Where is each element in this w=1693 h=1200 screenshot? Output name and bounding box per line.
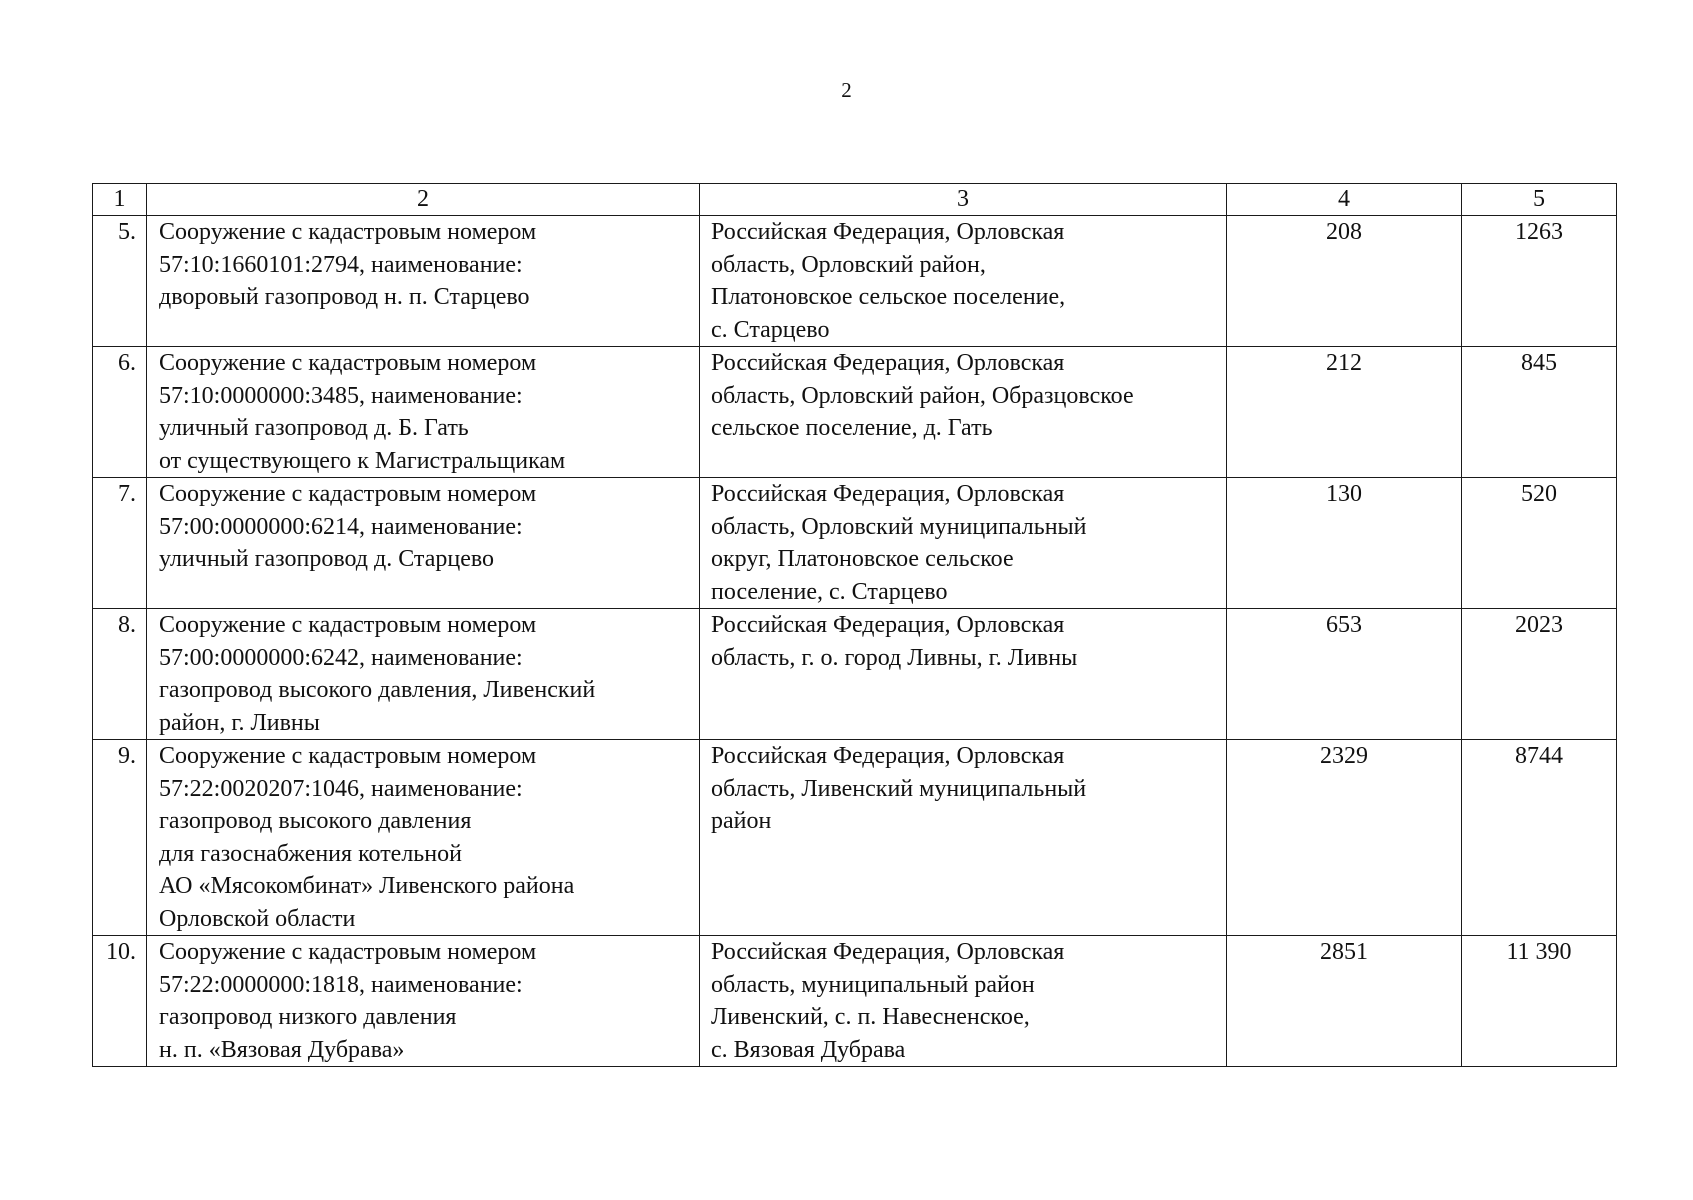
table-row xyxy=(93,740,1617,936)
object-name-line: газопровод высокого давления xyxy=(159,808,472,834)
object-name-line: Сооружение с кадастровым номером xyxy=(159,481,537,507)
object-address-line: область, Орловский район, Образцовское xyxy=(711,382,1134,409)
object-name-line: уличный газопровод д. Б. Гать xyxy=(159,415,469,441)
object-name-line: уличный газопровод д. Старцево xyxy=(159,546,495,572)
row-number: 9. xyxy=(93,740,147,936)
column-4-value: 212 xyxy=(1227,347,1462,478)
object-address-cell xyxy=(700,609,1227,740)
object-name-cell xyxy=(147,347,700,478)
object-name-line: 57:00:0000000:6214, наименование: xyxy=(159,513,523,540)
table-row xyxy=(93,347,1617,478)
object-address-line: поселение, с. Старцево xyxy=(711,578,948,605)
object-name-line: для газоснабжения котельной xyxy=(159,840,462,867)
row-number: 6. xyxy=(93,347,147,478)
object-address-line: Российская Федерация, Орловская xyxy=(711,939,1065,965)
object-name-line: 57:10:1660101:2794, наименование: xyxy=(159,251,523,278)
object-name-cell xyxy=(147,740,700,936)
object-address-line: с. Вязовая Дубрава xyxy=(711,1036,906,1063)
table-row xyxy=(93,609,1617,740)
object-address-line: область, Орловский муниципальный xyxy=(711,513,1087,540)
object-address-cell xyxy=(700,740,1227,936)
object-name-line: Сооружение с кадастровым номером xyxy=(159,743,537,769)
object-address-line: Российская Федерация, Орловская xyxy=(711,481,1065,507)
column-header-4: 4 xyxy=(1227,184,1462,216)
object-address-line: область, муниципальный район xyxy=(711,971,1035,998)
column-5-value: 8744 xyxy=(1462,740,1617,936)
column-5-value: 1263 xyxy=(1462,216,1617,347)
object-name-cell xyxy=(147,936,700,1067)
column-4-value: 2851 xyxy=(1227,936,1462,1067)
object-name-line: Сооружение с кадастровым номером xyxy=(159,612,537,638)
table-row xyxy=(93,478,1617,609)
table-row xyxy=(93,216,1617,347)
object-name-line: Сооружение с кадастровым номером xyxy=(159,939,537,965)
column-header-5: 5 xyxy=(1462,184,1617,216)
column-5-value: 520 xyxy=(1462,478,1617,609)
object-name-line: 57:10:0000000:3485, наименование: xyxy=(159,382,523,409)
object-name-line: от существующего к Магистральщикам xyxy=(159,447,566,474)
table-row xyxy=(93,936,1617,1067)
object-name-line: Сооружение с кадастровым номером xyxy=(159,350,537,376)
column-4-value: 208 xyxy=(1227,216,1462,347)
object-name-line: Сооружение с кадастровым номером xyxy=(159,219,537,245)
object-name-cell xyxy=(147,478,700,609)
object-name-cell xyxy=(147,216,700,347)
object-address-line: область, Орловский район, xyxy=(711,251,986,278)
object-address-line: Платоновское сельское поселение, xyxy=(711,284,1066,310)
column-5-value: 845 xyxy=(1462,347,1617,478)
object-address-line: область, Ливенский муниципальный xyxy=(711,775,1087,802)
column-4-value: 653 xyxy=(1227,609,1462,740)
column-5-value: 11 390 xyxy=(1462,936,1617,1067)
row-number: 5. xyxy=(93,216,147,347)
object-address-cell xyxy=(700,347,1227,478)
column-4-value: 2329 xyxy=(1227,740,1462,936)
object-address-line: район xyxy=(711,808,772,834)
registry-table xyxy=(92,183,1617,1067)
table-header-row xyxy=(93,184,1617,216)
object-name-line: газопровод высокого давления, Ливенский xyxy=(159,677,596,703)
page-number: 2 xyxy=(841,78,852,102)
object-address-line: Российская Федерация, Орловская xyxy=(711,612,1065,638)
object-name-cell xyxy=(147,609,700,740)
object-address-cell xyxy=(700,216,1227,347)
object-name-line: АО «Мясокомбинат» Ливенского района xyxy=(159,873,575,899)
column-5-value: 2023 xyxy=(1462,609,1617,740)
object-address-line: округ, Платоновское сельское xyxy=(711,546,1014,572)
row-number: 8. xyxy=(93,609,147,740)
object-address-cell xyxy=(700,478,1227,609)
object-name-line: 57:22:0000000:1818, наименование: xyxy=(159,971,523,998)
column-header-1: 1 xyxy=(93,184,147,216)
object-address-line: сельское поселение, д. Гать xyxy=(711,415,993,441)
object-address-line: Ливенский, с. п. Навесненское, xyxy=(711,1004,1030,1030)
object-name-line: район, г. Ливны xyxy=(159,709,320,736)
object-name-line: н. п. «Вязовая Дубрава» xyxy=(159,1036,405,1063)
object-address-cell xyxy=(700,936,1227,1067)
column-header-3: 3 xyxy=(700,184,1227,216)
object-name-line: газопровод низкого давления xyxy=(159,1004,457,1030)
object-name-line: 57:00:0000000:6242, наименование: xyxy=(159,644,523,671)
object-address-line: с. Старцево xyxy=(711,316,830,343)
object-address-line: область, г. о. город Ливны, г. Ливны xyxy=(711,644,1078,671)
row-number: 10. xyxy=(93,936,147,1067)
row-number: 7. xyxy=(93,478,147,609)
object-address-line: Российская Федерация, Орловская xyxy=(711,219,1065,245)
object-name-line: дворовый газопровод н. п. Старцево xyxy=(159,284,530,310)
object-address-line: Российская Федерация, Орловская xyxy=(711,743,1065,769)
object-name-line: Орловской области xyxy=(159,905,356,932)
column-4-value: 130 xyxy=(1227,478,1462,609)
object-name-line: 57:22:0020207:1046, наименование: xyxy=(159,775,523,802)
column-header-2: 2 xyxy=(147,184,700,216)
object-address-line: Российская Федерация, Орловская xyxy=(711,350,1065,376)
